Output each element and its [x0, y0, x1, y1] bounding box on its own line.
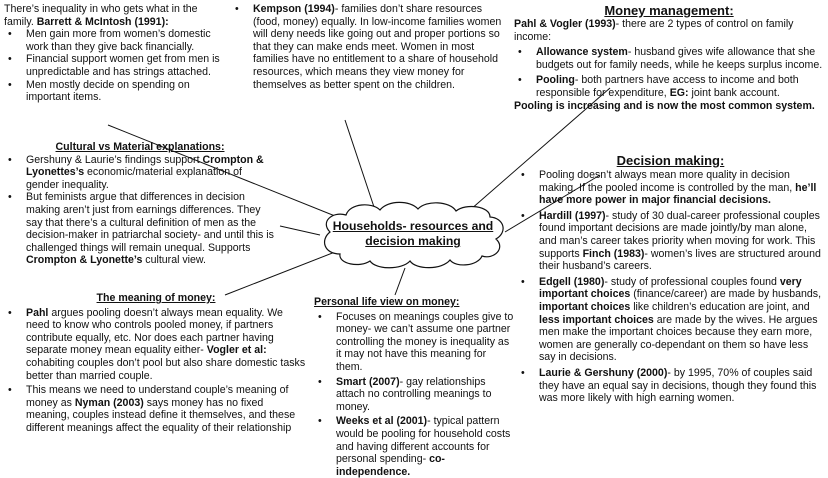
- decision-bullet-3: [517, 276, 824, 364]
- money-management-intro: [514, 18, 824, 43]
- barrett-intro: There’s inequality in who gets what in the family.: [4, 3, 198, 28]
- cultural-heading: Cultural vs Material explanations:: [55, 141, 225, 153]
- barrett-bullet-2: • Financial support women get from men is unpredictable and has strings attached.: [4, 53, 226, 78]
- hardill-citation: Hardill (1997): [539, 209, 606, 222]
- co-independence: co-independence.: [336, 453, 445, 478]
- decision-bullet-2: [517, 210, 824, 273]
- decision-making-heading: Decision making:: [616, 153, 725, 168]
- decision-b3-text-b: (finance/career) are made by husbands,: [630, 288, 822, 301]
- money-management-intro-text: - there are 2 types of control on family income:: [514, 18, 794, 43]
- decision-bullet-1: [517, 169, 824, 207]
- meaning-b2-tail: says money has no fixed meaning, couples instead define it themselves, and these different meanings affect the equality of their relationship: [26, 396, 296, 434]
- personal-life-b2-text: - gay relationships attach no controlling meanings to money.: [336, 375, 492, 413]
- kempson-bullet: [231, 3, 503, 91]
- less-important-choices: less important choices: [539, 313, 654, 326]
- money-management-block: [514, 3, 824, 112]
- personal-life-bullet-2: [314, 376, 514, 414]
- meaning-bullet-1: [4, 307, 308, 383]
- meaning-b2-text: This means we need to understand couple’s meaning of money as: [26, 384, 289, 409]
- pooling-text: - both partners have access to income and both responsible for expenditure,: [536, 74, 799, 99]
- money-management-conclusion: Pooling is increasing and is now the most common system.: [514, 99, 815, 112]
- connector-cultural: [280, 226, 320, 235]
- cultural-list: [4, 154, 276, 267]
- personal-life-list: [314, 311, 514, 478]
- decision-b1-bold: he’ll have more power in major financial decisions.: [539, 181, 817, 207]
- crompton-lyonette-citation-1: Crompton & Lyonettes’s: [26, 153, 264, 179]
- smart-citation: Smart (2007): [336, 375, 400, 388]
- central-topic: [332, 219, 494, 249]
- decision-b3-text-c: like children’s education are joint, and: [630, 300, 810, 313]
- decision-b2-text: - study of 30 dual-career professional couples found important decisions are made jointly/by man alone, and man’s career takes priority when moving for work. This supports: [539, 209, 820, 260]
- very-important-choices: very important choices: [539, 275, 802, 301]
- barrett-citation: Barrett & McIntosh (1991):: [36, 15, 169, 28]
- decision-b3-text-a: - study of professional couples found: [604, 275, 780, 288]
- central-topic-line-2: decision making: [365, 234, 461, 248]
- decision-making-block: [517, 153, 824, 405]
- allowance-system-bullet: [514, 46, 824, 71]
- weeks-citation: Weeks et al (2001): [336, 415, 428, 428]
- meaning-b1-tail: cohabiting couples don’t pool but also share domestic tasks better than married couple.: [26, 356, 306, 382]
- meaning-list: [4, 307, 308, 435]
- edgell-citation: Edgell (1980): [539, 275, 605, 288]
- decision-making-list: [517, 169, 824, 405]
- personal-life-heading: Personal life view on money:: [314, 296, 460, 308]
- cultural-b2-tail: cultural view.: [142, 254, 206, 267]
- cultural-b2-text: But feminists argue that differences in decision making aren’t just from earnings differences. They say that there’s a cultural definition of men as the decision-maker in patriarchal society- and until this is challenged things will remain unequal. Supports: [26, 191, 274, 254]
- barrett-bullet-1: • Men gain more from women’s domestic work than they give back financially.: [4, 28, 226, 53]
- money-management-list: [514, 46, 824, 99]
- decision-b3-text-d: are made by the wives. He argues men make the important choices because they earn more, women are generally co-dependant on them so have less say in decisions.: [539, 313, 818, 364]
- cultural-b1-text: Gershuny & Laurie’s findings support: [26, 153, 203, 166]
- connector-kempson: [345, 120, 375, 210]
- meaning-heading: The meaning of money:: [96, 292, 216, 304]
- kempson-text: - families don’t share resources (food, money) equally. In low-income families women will deny needs like going out and proper portions so that they can make ends meet. Women in most families have no entitlement to a share of household resources, which means they view money for themselves as better spent on the children.: [253, 3, 502, 91]
- cultural-bullet-1: [4, 154, 276, 192]
- pooling-eg: EG:: [669, 86, 689, 99]
- pahl-vogler-citation: Pahl & Vogler (1993): [514, 18, 616, 30]
- money-management-heading: Money management:: [604, 3, 734, 18]
- connector-personal-life: [395, 268, 405, 295]
- barrett-bullet-3: • Men mostly decide on spending on important items.: [4, 79, 226, 104]
- meaning-bullet-2: [4, 384, 308, 434]
- cultural-b1-tail: economic/material explanation of gender inequality.: [26, 166, 242, 191]
- kempson-citation: Kempson (1994): [253, 3, 335, 15]
- kempson-list: [231, 3, 503, 91]
- crompton-lyonette-citation-2: Crompton & Lyonette’s: [26, 254, 143, 267]
- meaning-b1-text: argues pooling doesn’t always mean equality. We need to know who controls pooled money, if partners contribute equally, etc. Nor does each partner having separate money mean equality either-: [26, 306, 283, 357]
- personal-life-block: [314, 296, 514, 478]
- pooling-bullet: [514, 74, 824, 99]
- personal-life-bullet-1: • Focuses on meanings couples give to money- we can’t assume one partner controlling the money is inequality as it may not have this meaning for them.: [314, 311, 514, 374]
- cultural-block: [4, 141, 276, 267]
- pooling-term: Pooling: [536, 74, 575, 87]
- decision-b4-text: - by 1995, 70% of couples said they have an equal say in decisions, though they found this was more likely with high earning women.: [539, 366, 817, 405]
- cultural-bullet-2: [4, 191, 276, 267]
- central-topic-line-1: Households- resources and: [332, 219, 494, 233]
- pahl-citation: Pahl: [26, 306, 49, 319]
- kempson-block: [231, 3, 503, 91]
- personal-life-bullet-3: [314, 415, 514, 478]
- finch-citation: Finch (1983): [582, 247, 645, 260]
- meaning-block: [4, 292, 308, 435]
- decision-bullet-4: [517, 367, 824, 405]
- important-choices: important choices: [539, 300, 631, 313]
- decision-b2-tail: - women’s lives are structured around their husband’s careers.: [539, 247, 821, 273]
- barrett-list: [4, 28, 226, 104]
- barrett-block: [4, 3, 226, 104]
- laurie-gershuny-citation: Laurie & Gershuny (2000): [539, 366, 668, 379]
- allowance-system-term: Allowance system: [536, 46, 628, 59]
- allowance-system-text: - husband gives wife allowance that she budgets out for family needs, while he keeps surplus income.: [536, 46, 823, 71]
- personal-life-b3-text: - typical pattern would be pooling for household costs and having different accounts for personal spending-: [336, 415, 511, 466]
- vogler-citation: Vogler et al:: [206, 344, 267, 357]
- decision-b1-text: Pooling doesn’t always mean more quality in decision making. If the pooled income is controlled by the man,: [539, 169, 796, 194]
- nyman-citation: Nyman (2003): [74, 396, 144, 409]
- pooling-tail: joint bank account.: [688, 86, 780, 99]
